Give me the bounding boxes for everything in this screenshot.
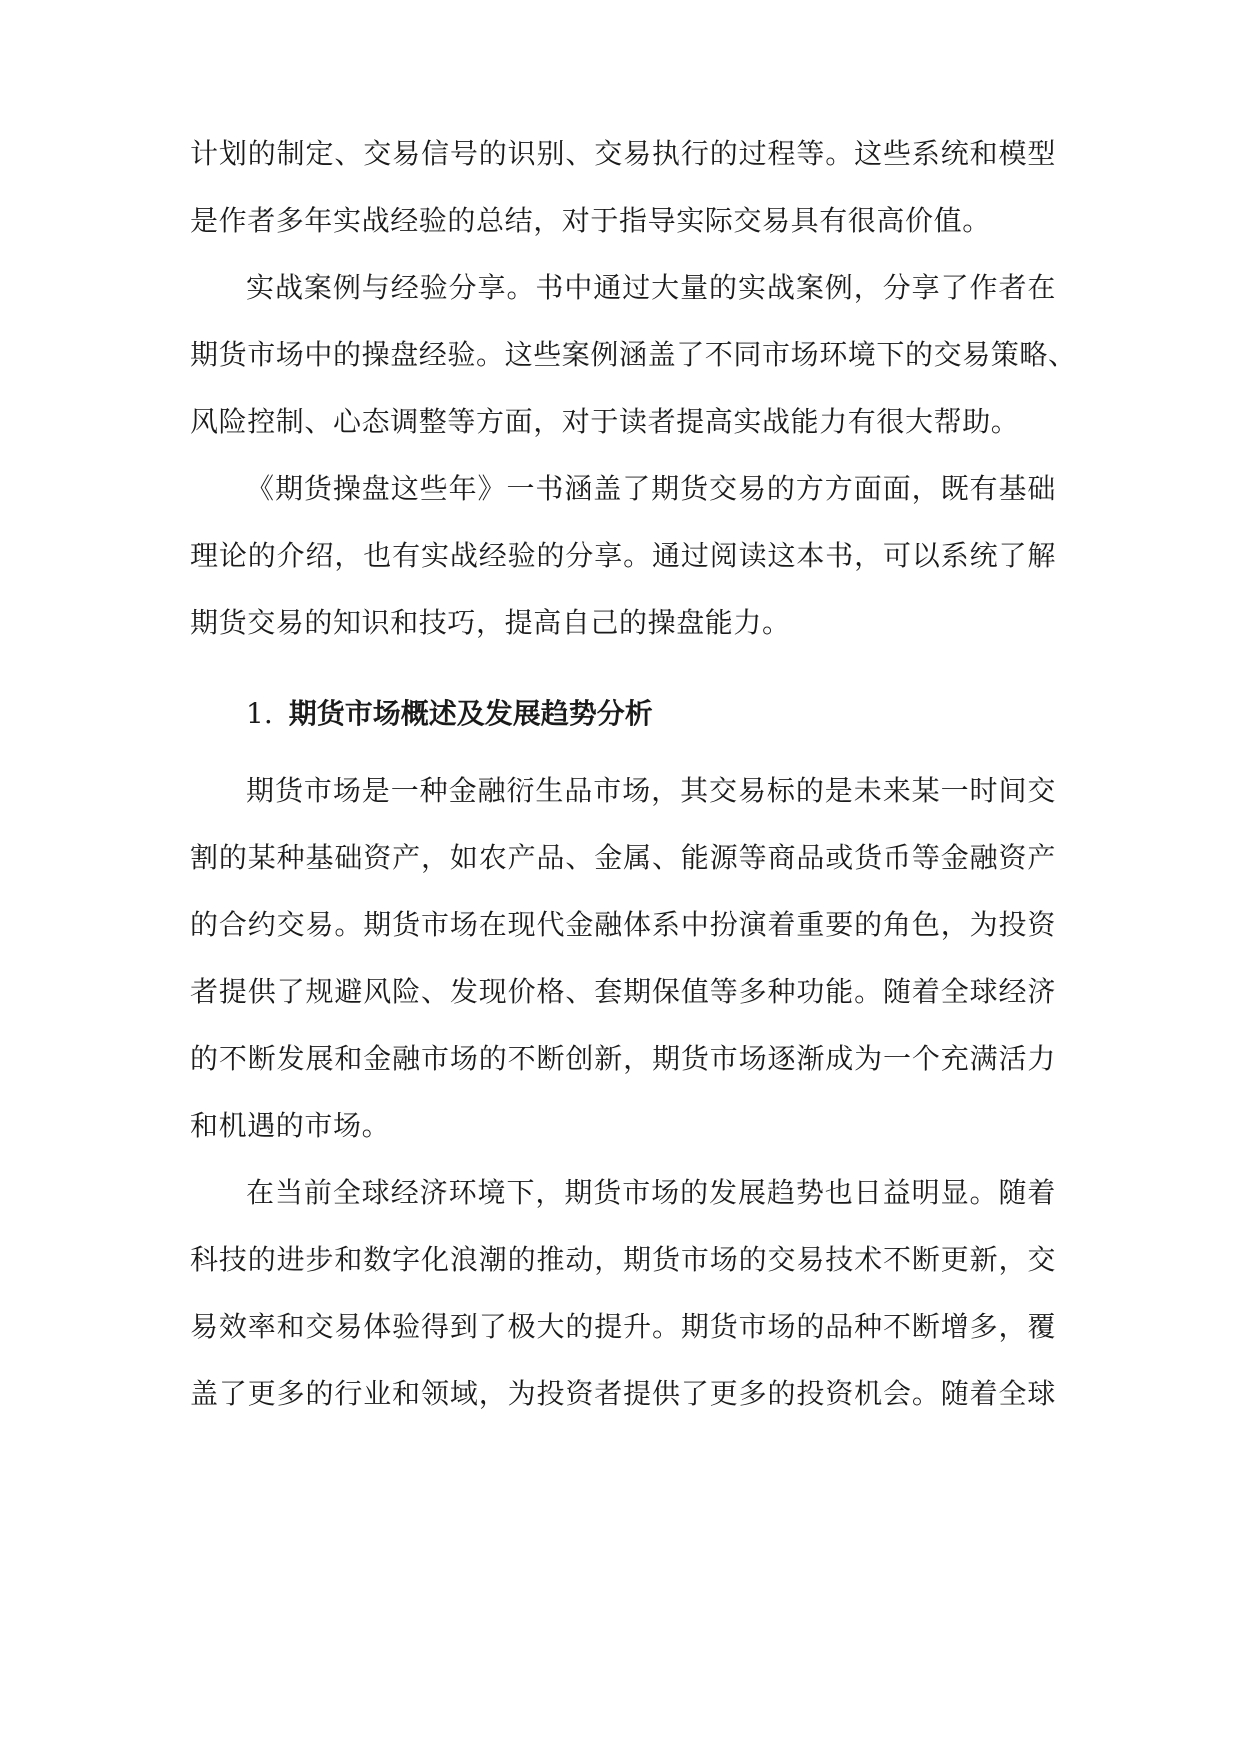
paragraph-line: 在当前全球经济环境下，期货市场的发展趋势也日益明显。随着 <box>246 1176 1056 1209</box>
paragraph-line: 理论的介绍，也有实战经验的分享。通过阅读这本书，可以系统了解 <box>190 539 1056 572</box>
paragraph-line: 的合约交易。期货市场在现代金融体系中扮演着重要的角色，为投资 <box>190 908 1056 941</box>
paragraph-line: 《期货操盘这些年》一书涵盖了期货交易的方方面面，既有基础 <box>246 472 1056 505</box>
paragraph-line: 期货市场是一种金融衍生品市场，其交易标的是未来某一时间交 <box>246 774 1056 807</box>
paragraph-line: 期货交易的知识和技巧，提高自己的操盘能力。 <box>190 606 791 639</box>
paragraph-line: 和机遇的市场。 <box>190 1109 391 1142</box>
paragraph-line: 是作者多年实战经验的总结，对于指导实际交易具有很高价值。 <box>190 204 991 237</box>
paragraph-line: 风险控制、心态调整等方面，对于读者提高实战能力有很大帮助。 <box>190 405 1020 438</box>
paragraph-line: 期货市场中的操盘经验。这些案例涵盖了不同市场环境下的交易策略、 <box>190 338 1077 371</box>
section-title: 期货市场概述及发展趋势分析 <box>288 697 653 730</box>
paragraph-line: 者提供了规避风险、发现价格、套期保值等多种功能。随着全球经济 <box>190 975 1056 1008</box>
section-heading <box>246 694 653 734</box>
paragraph-line: 易效率和交易体验得到了极大的提升。期货市场的品种不断增多，覆 <box>190 1310 1056 1343</box>
section-number: 1. <box>246 697 273 730</box>
paragraph-line: 计划的制定、交易信号的识别、交易执行的过程等。这些系统和模型 <box>190 137 1056 170</box>
paragraph-line: 的不断发展和金融市场的不断创新，期货市场逐渐成为一个充满活力 <box>190 1042 1056 1075</box>
paragraph-line: 实战案例与经验分享。书中通过大量的实战案例，分享了作者在 <box>246 271 1056 304</box>
paragraph-line: 割的某种基础资产，如农产品、金属、能源等商品或货币等金融资产 <box>190 841 1056 874</box>
paragraph-line: 科技的进步和数字化浪潮的推动，期货市场的交易技术不断更新，交 <box>190 1243 1056 1276</box>
paragraph-line: 盖了更多的行业和领域，为投资者提供了更多的投资机会。随着全球 <box>190 1377 1056 1410</box>
